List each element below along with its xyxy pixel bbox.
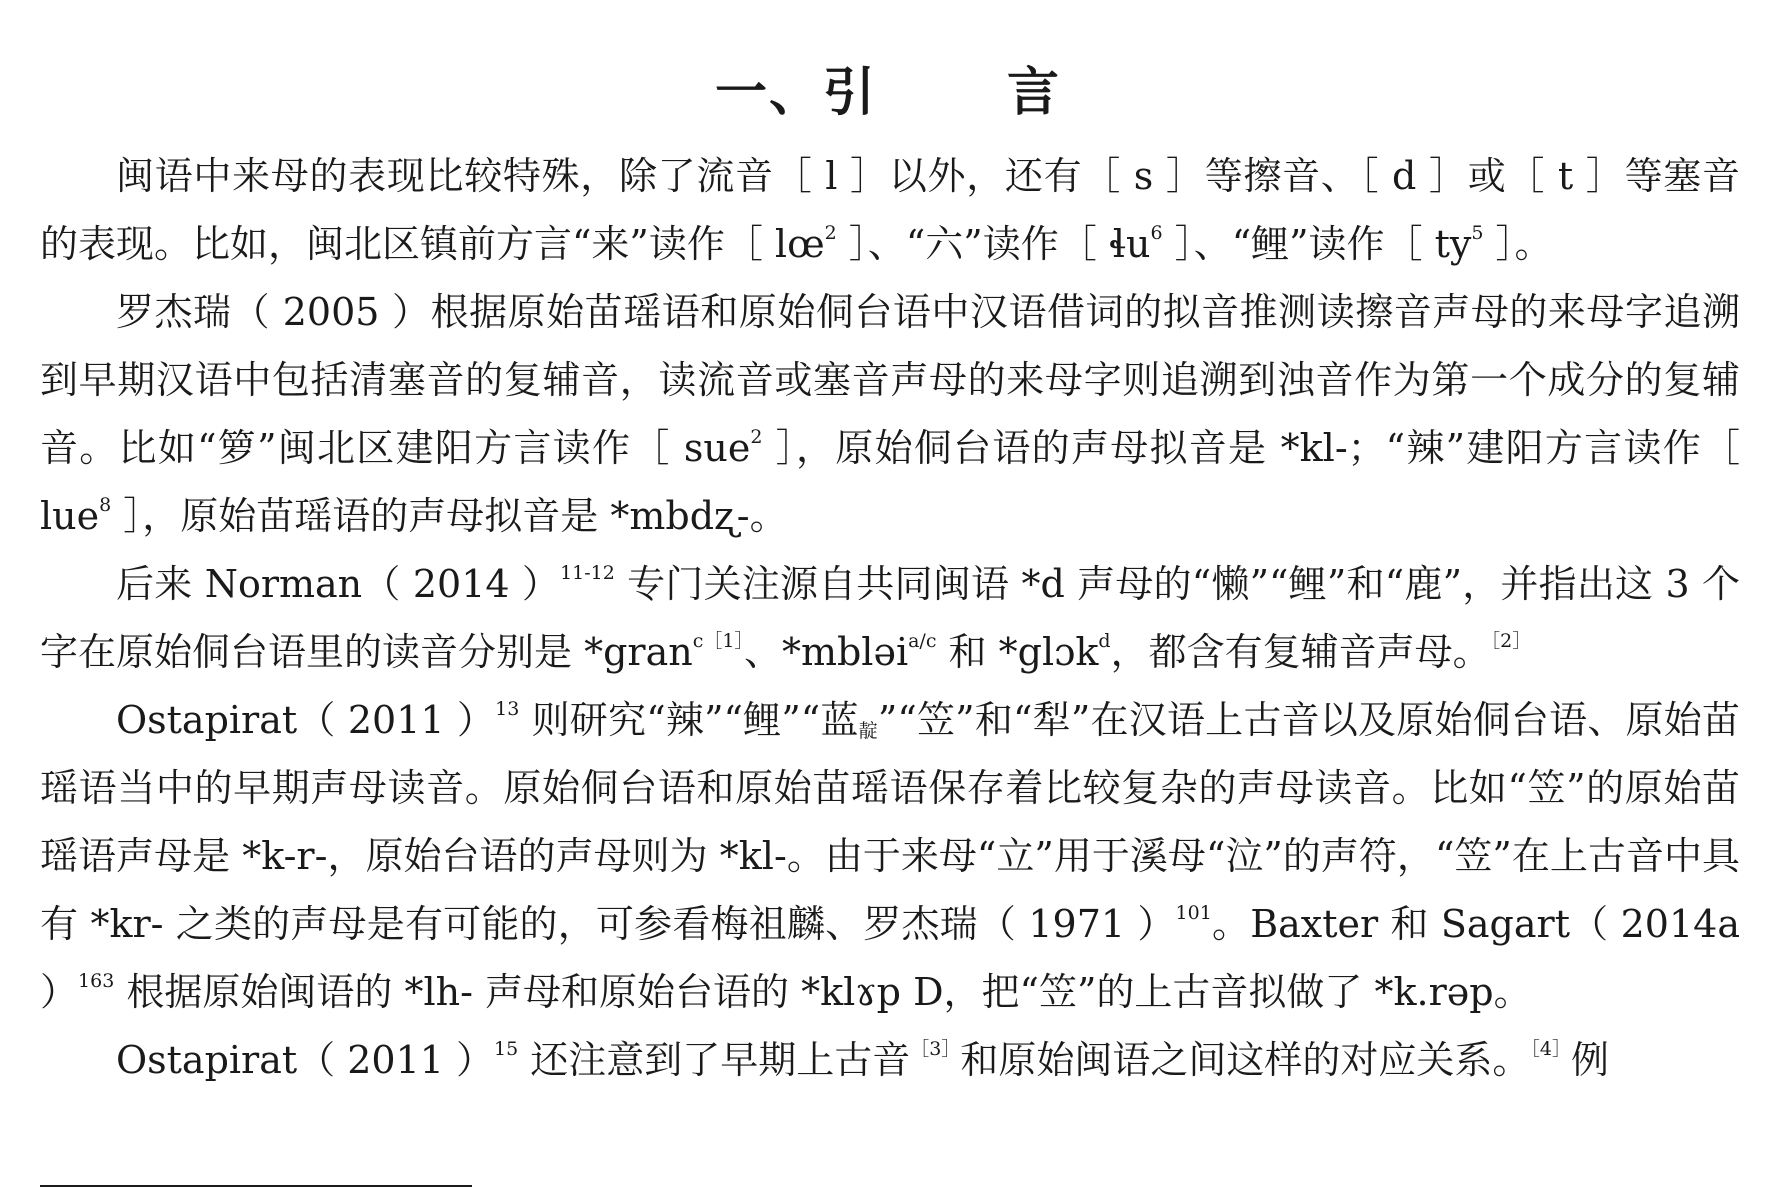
p4-text-2: 则研究“辣”“鲤”“蓝 [519,698,859,742]
p3-tone-sup-2: a/c [908,629,937,652]
p4-subscript: 靛 [858,719,878,742]
p3-footnote-ref-1: c［1］ [692,629,744,652]
paragraph-4 [40,686,1740,1026]
p4-text-3: ”“笠”和“犁”在汉语上古音以及原始侗台语、原始苗瑶语当中的早期声母读音。原始侗台语和原始苗瑶语保存着比较复杂的声母读音。比如“笠”的原始苗瑶语声母是 *k-r-，原始台语的声母则为 *kl-。由于来母“立”用于溪母“泣”的声符，“笠”在上古音中具有 *kr- 之类的声母是有可能的，可参看梅祖麟、罗杰瑞（ 1971 ） [40,698,1740,946]
p3-text-2: 专门关注源自共同闽语 *d 声母的“懒”“鲤”和“鹿”，并指出这 3 个字在原始侗台语里的读音分别是 *gran [40,562,1740,674]
section-title-part2: 言 [1007,63,1062,123]
paragraph-1 [40,142,1740,278]
p2-tone-2: 8 [99,493,112,516]
paragraph-3 [40,550,1740,686]
footnote-divider [40,1185,472,1187]
paragraph-2 [40,278,1740,550]
p5-text-1: Ostapirat（ 2011 ） [116,1038,495,1082]
p1-text-1: 闽语中来母的表现比较特殊，除了流音［ l ］以外，还有［ s ］等擦音、［ d ］或［ t ］等塞音的表现。比如，闽北区镇前方言“来”读作［ lœ [40,154,1740,266]
p5-text-4: 例 [1571,1038,1610,1082]
p4-text-1: Ostapirat（ 2011 ） [116,698,496,742]
p4-page-ref-1: 13 [495,697,520,720]
p5-footnote-ref-3: ［3］ [910,1037,961,1060]
p3-footnote-ref-2: ［2］ [1490,629,1532,652]
section-title [0,50,1776,125]
p4-text-4: 。Baxter 和 Sagart（ 2014a ） [40,902,1740,1014]
p5-text-3: 和原始闽语之间这样的对应关系。 [960,1038,1531,1082]
p2-text-3: ］，原始苗瑶语的声母拟音是 *mbdʐ-。 [111,494,788,538]
p1-text-4: ］。 [1483,222,1553,266]
p3-tone-sup-3: d [1098,629,1111,652]
p3-page-ref: 11-12 [560,561,615,584]
section-title-part1: 一、引 [714,63,877,123]
p5-text-2: 还注意到了早期上古音 [518,1038,911,1082]
p1-text-2: ］、“六”读作［ ɬu [836,222,1151,266]
p2-text-2: ］，原始侗台语的声母拟音是 *kl-；“辣”建阳方言读作［ lue [40,426,1740,538]
p5-footnote-ref-4: ［4］ [1530,1037,1571,1060]
p1-tone-3: 5 [1471,221,1484,244]
p3-text-1: 后来 Norman（ 2014 ） [116,562,561,606]
p4-page-ref-3: 163 [78,969,115,992]
body-text [40,142,1740,1094]
p3-text-5: ，都含有复辅音声母。 [1110,630,1491,674]
p3-text-3: 、*mbləi [743,630,909,674]
p5-page-ref: 15 [494,1037,519,1060]
paragraph-5 [40,1026,1740,1094]
p1-tone-1: 2 [824,221,837,244]
p2-tone-1: 2 [750,425,763,448]
p1-tone-2: 6 [1150,221,1163,244]
p4-text-5: 根据原始闽语的 *lh- 声母和原始台语的 *klɤp D，把“笠”的上古音拟做了 *k.rəp。 [114,970,1532,1014]
p4-page-ref-2: 101 [1175,901,1212,924]
p1-text-3: ］、“鲤”读作［ ty [1162,222,1472,266]
p3-text-4: 和 *glɔk [936,630,1099,674]
p2-text-1: 罗杰瑞（ 2005 ）根据原始苗瑶语和原始侗台语中汉语借词的拟音推测读擦音声母的来母字追溯到早期汉语中包括清塞音的复辅音，读流音或塞音声母的来母字则追溯到浊音作为第一个成分的复辅音。比如“箩”闽北区建阳方言读作［ sue [40,290,1740,470]
